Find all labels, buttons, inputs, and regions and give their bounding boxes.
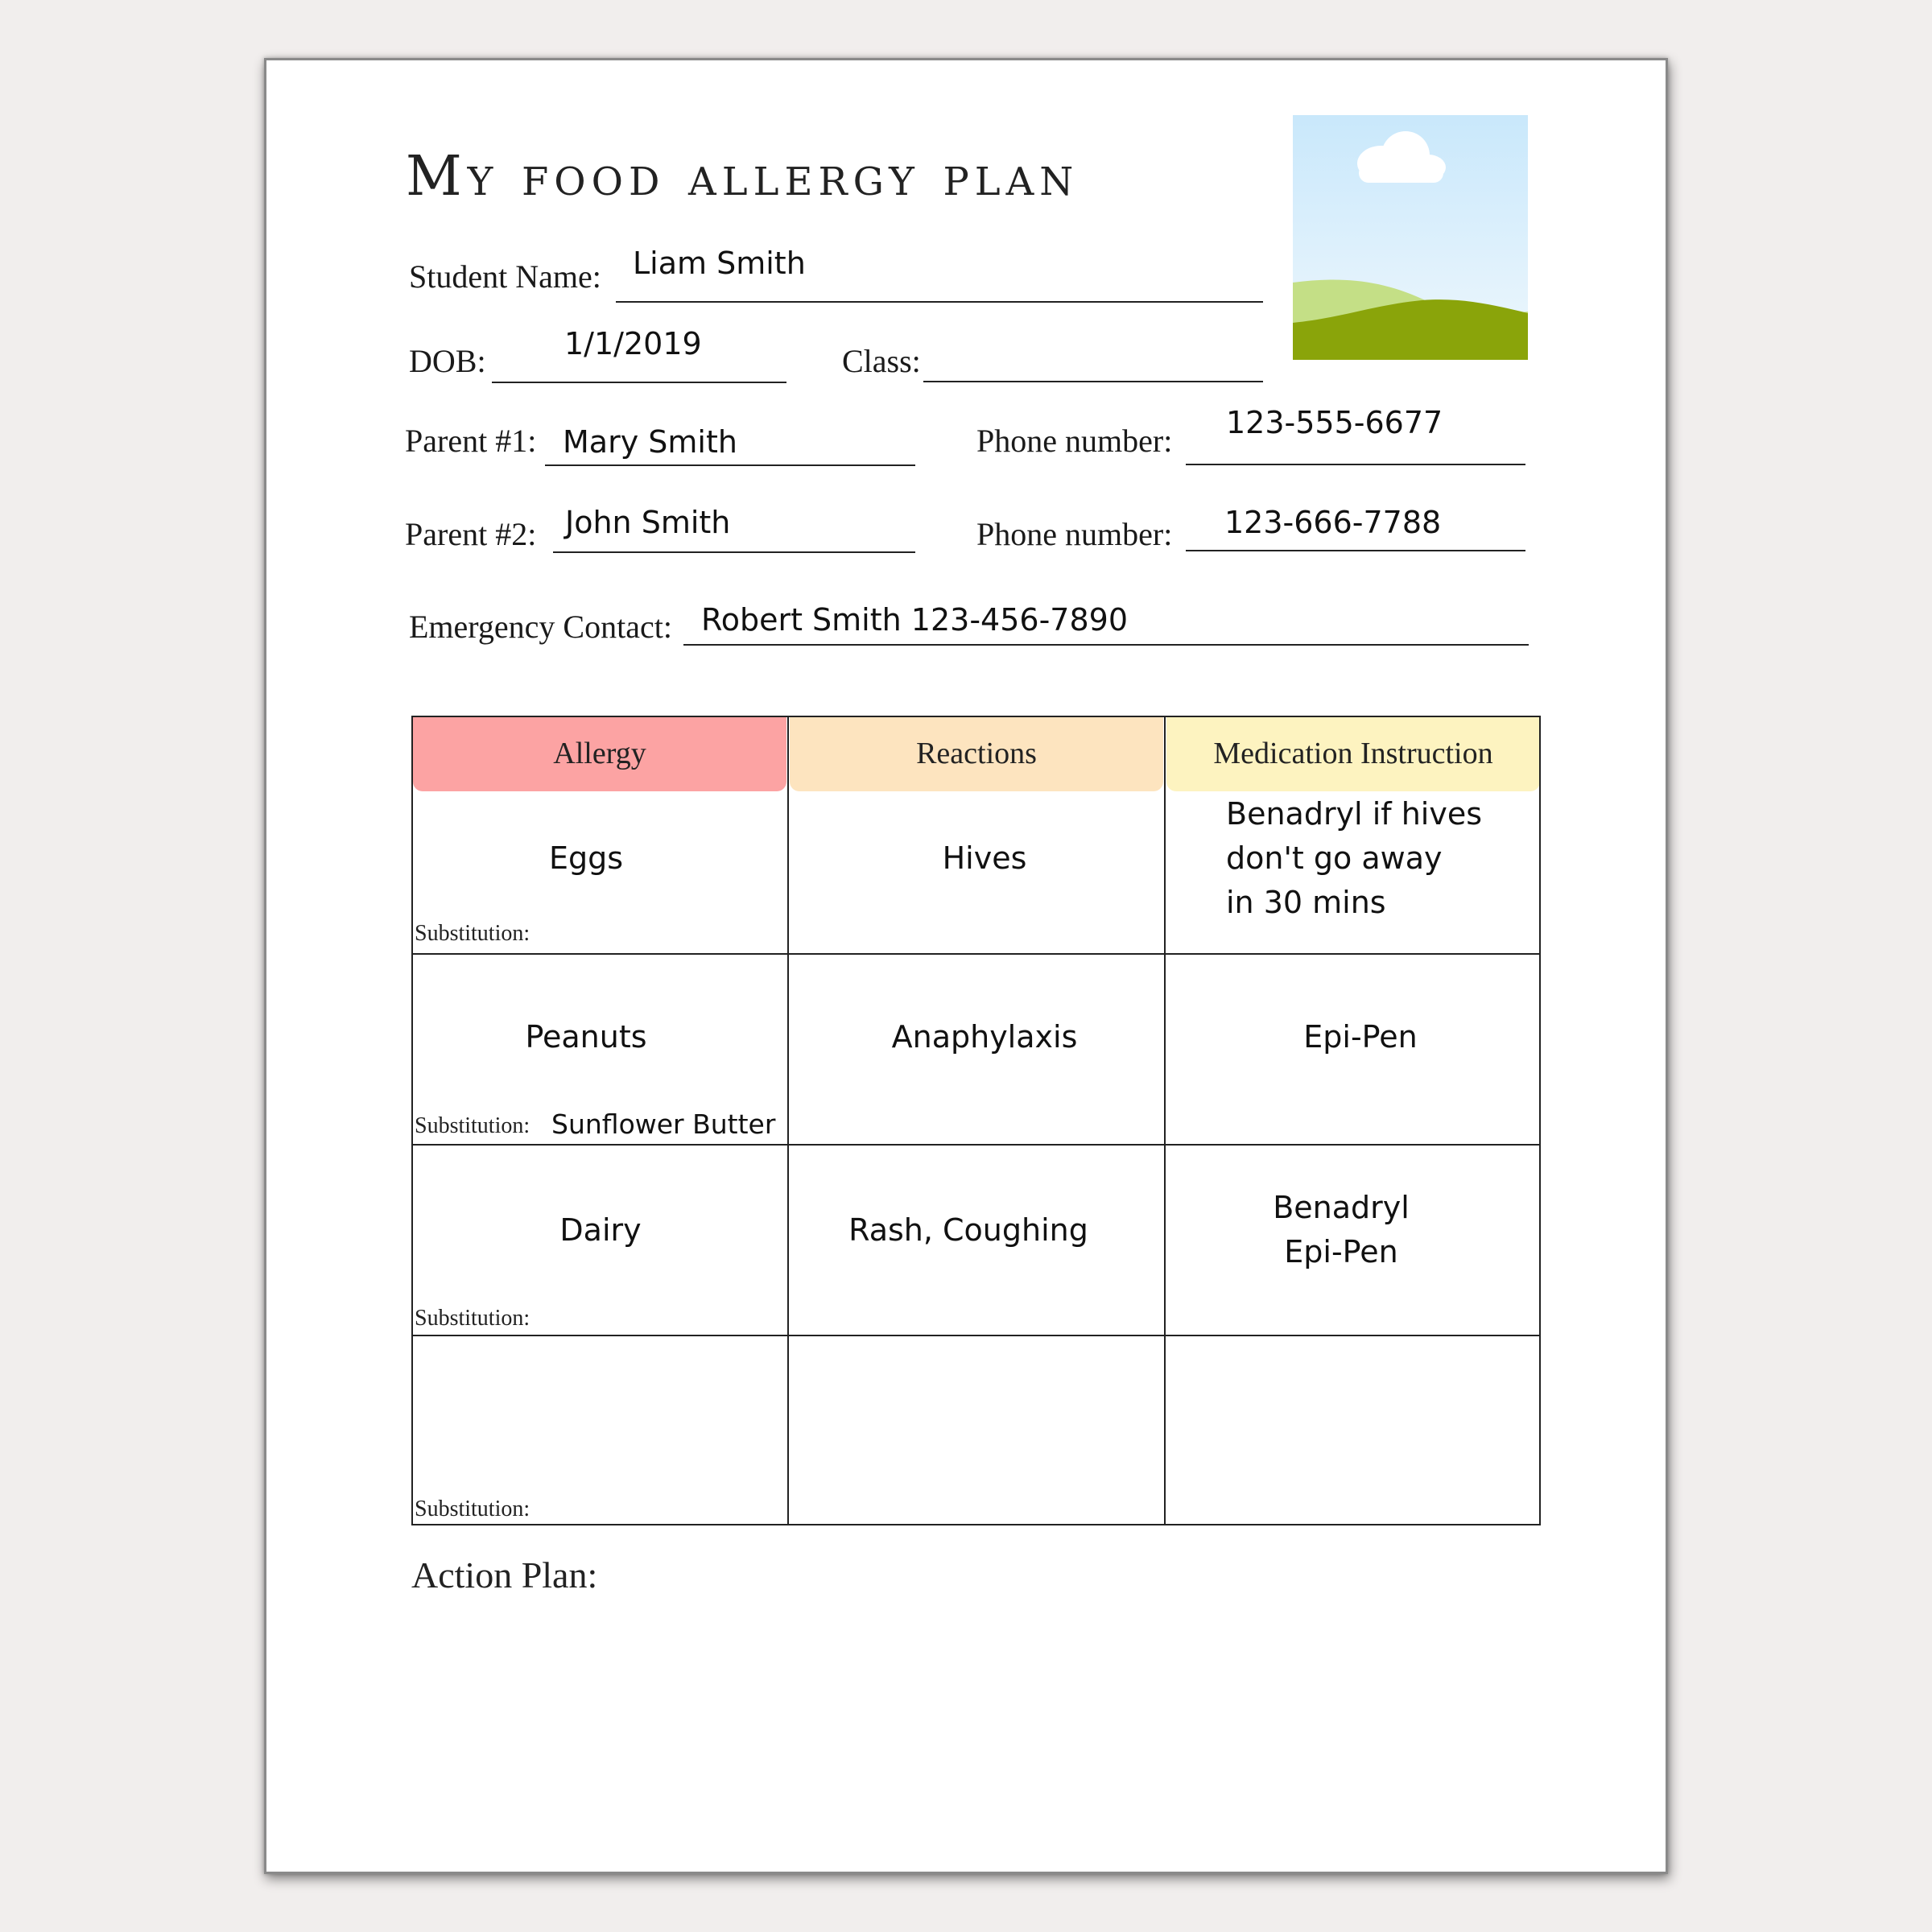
header-reactions: [790, 716, 1163, 791]
class-label: Class:: [842, 343, 921, 379]
parent1-label: Parent #1:: [405, 423, 537, 459]
header-allergy: [413, 716, 786, 791]
row-divider-2: [411, 1144, 1541, 1146]
student-name-label: Student Name:: [409, 258, 601, 295]
row1-substitution-label: Substitution:: [415, 921, 530, 946]
row3-allergy: Dairy: [559, 1212, 642, 1248]
row1-medication-line1: Benadryl if hives: [1226, 796, 1483, 832]
row2-reaction: Anaphylaxis: [891, 1019, 1078, 1055]
landscape-photo-icon: [1293, 115, 1528, 360]
emergency-contact-line: [683, 644, 1529, 646]
student-name-line: [616, 301, 1263, 303]
row3-medication-line1: Benadryl: [1273, 1190, 1410, 1225]
row2-medication-line1: Epi-Pen: [1303, 1019, 1418, 1055]
page-title: My food allergy plan: [406, 145, 1080, 208]
row1-reaction: Hives: [942, 840, 1027, 876]
row2-allergy: Peanuts: [525, 1019, 647, 1055]
row1-medication-line3: in 30 mins: [1226, 885, 1386, 920]
student-name-value[interactable]: Liam Smith: [633, 246, 806, 281]
parent2-phone-line: [1186, 550, 1525, 551]
parent1-phone-value[interactable]: 123-555-6677: [1226, 405, 1443, 440]
row3-substitution-label: Substitution:: [415, 1306, 530, 1331]
parent2-label: Parent #2:: [405, 516, 537, 552]
parent2-phone-label: Phone number:: [976, 516, 1173, 552]
allergy-plan-page: [264, 58, 1668, 1874]
header-medication-label: Medication Instruction: [1213, 737, 1493, 770]
row1-medication-line2: don't go away: [1226, 840, 1443, 876]
row-divider-3: [411, 1335, 1541, 1336]
dob-line: [492, 382, 786, 383]
table-border-bottom: [411, 1524, 1541, 1525]
header-reactions-label: Reactions: [916, 737, 1037, 770]
table-border-top: [411, 716, 1541, 717]
landscape-illustration: [1293, 115, 1528, 360]
emergency-contact-label: Emergency Contact:: [409, 609, 672, 645]
emergency-contact-value[interactable]: Robert Smith 123-456-7890: [701, 602, 1128, 638]
parent1-phone-label: Phone number:: [976, 423, 1173, 459]
parent2-phone-value[interactable]: 123-666-7788: [1224, 505, 1442, 540]
row3-medication-line2: Epi-Pen: [1284, 1234, 1398, 1269]
dob-label: DOB:: [409, 343, 486, 379]
row1-allergy: Eggs: [548, 840, 624, 876]
header-medication: [1166, 716, 1540, 791]
header-allergy-label: Allergy: [553, 737, 646, 770]
row2-substitution-value: Sunflower Butter: [551, 1108, 776, 1140]
parent1-value[interactable]: Mary Smith: [563, 424, 737, 460]
row2-substitution-label: Substitution:: [415, 1113, 530, 1138]
row3-reaction: Rash, Coughing: [848, 1212, 1088, 1248]
allergy-table: [411, 716, 1541, 1525]
action-plan-label: Action Plan:: [411, 1554, 598, 1596]
row-divider-1: [411, 953, 1541, 955]
class-line: [923, 381, 1263, 382]
row4-substitution-label: Substitution:: [415, 1496, 530, 1521]
parent1-line: [545, 464, 915, 466]
table-border-right: [1539, 716, 1541, 1525]
parent2-line: [553, 551, 915, 553]
dob-value[interactable]: 1/1/2019: [564, 326, 702, 361]
parent2-value[interactable]: John Smith: [565, 505, 731, 540]
parent1-phone-line: [1186, 464, 1525, 465]
